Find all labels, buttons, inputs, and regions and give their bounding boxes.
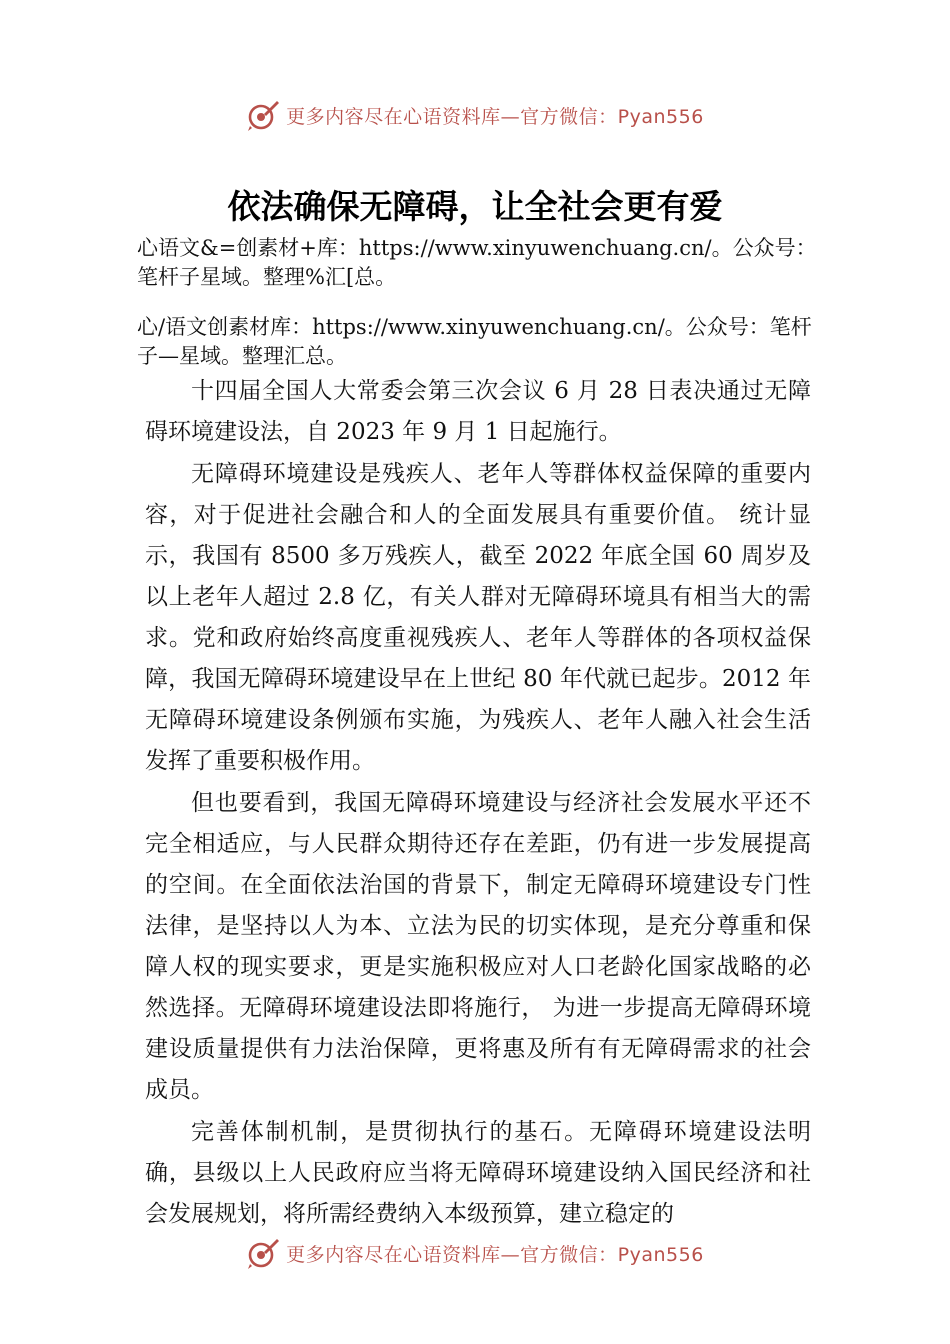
source-line: 心/语文创素材库：https://www.xinyuwenchuang.cn/。公众号：笔杆子—星域。整理汇总。 (137, 315, 812, 368)
paragraph: 完善体制机制，是贯彻执行的基石。无障碍环境建设法明确，县级以上人民政府应当将无障碍环境建设纳入国民经济和社会发展规划，将所需经费纳入本级预算，建立稳定的 (145, 1119, 811, 1227)
paragraph: 十四届全国人大常委会第三次会议 6 月 28 日表决通过无障碍环境建设法，自 2023 年 9 月 1 日起施行。 (145, 378, 811, 445)
header-banner (0, 95, 950, 135)
pen-logo-icon (246, 1236, 280, 1270)
article-body (145, 371, 811, 1236)
footer-banner (0, 1233, 950, 1273)
pen-logo-icon (246, 98, 280, 132)
source-line: 心语文&=创素材+库：https://www.xinyuwenchuang.cn/。公众号：笔杆子星域。整理%汇[总。 (137, 236, 817, 289)
document-title: 依法确保无障碍，让全社会更有爱 (227, 187, 723, 226)
wechat-id: Pyan556 (617, 1243, 704, 1266)
banner-text: 更多内容尽在心语资料库—官方微信：Pyan556 (286, 1243, 704, 1266)
paragraph: 无障碍环境建设是残疾人、老年人等群体权益保障的重要内容，对于促进社会融合和人的全面发展具有重要价值。 统计显示，我国有 8500 多万残疾人，截至 2022 年底全国 60 周岁及以上老年人超过 2.8 亿，有关人群对无障碍环境具有相当大的需求。党和政府始终高度重视残疾人、老年人等群体的各项权益保障，我国无障碍环境建设早在上世纪 80 年代就已起步。2012 年无障碍环境建设条例颁布实施，为残疾人、老年人融入社会生活发挥了重要积极作用。 (145, 461, 811, 774)
paragraph: 但也要看到，我国无障碍环境建设与经济社会发展水平还不完全相适应，与人民群众期待还存在差距，仍有进一步发展提高的空间。在全面依法治国的背景下，制定无障碍环境建设专门性法律，是坚持以人为本、立法为民的切实体现，是充分尊重和保障人权的现实要求，更是实施积极应对人口老龄化国家战略的必然选择。无障碍环境建设法即将施行， 为进一步提高无障碍环境建设质量提供有力法治保障，更将惠及所有有无障碍需求的社会成员。 (145, 790, 811, 1103)
banner-text: 更多内容尽在心语资料库—官方微信：Pyan556 (286, 105, 704, 128)
wechat-id: Pyan556 (617, 105, 704, 128)
